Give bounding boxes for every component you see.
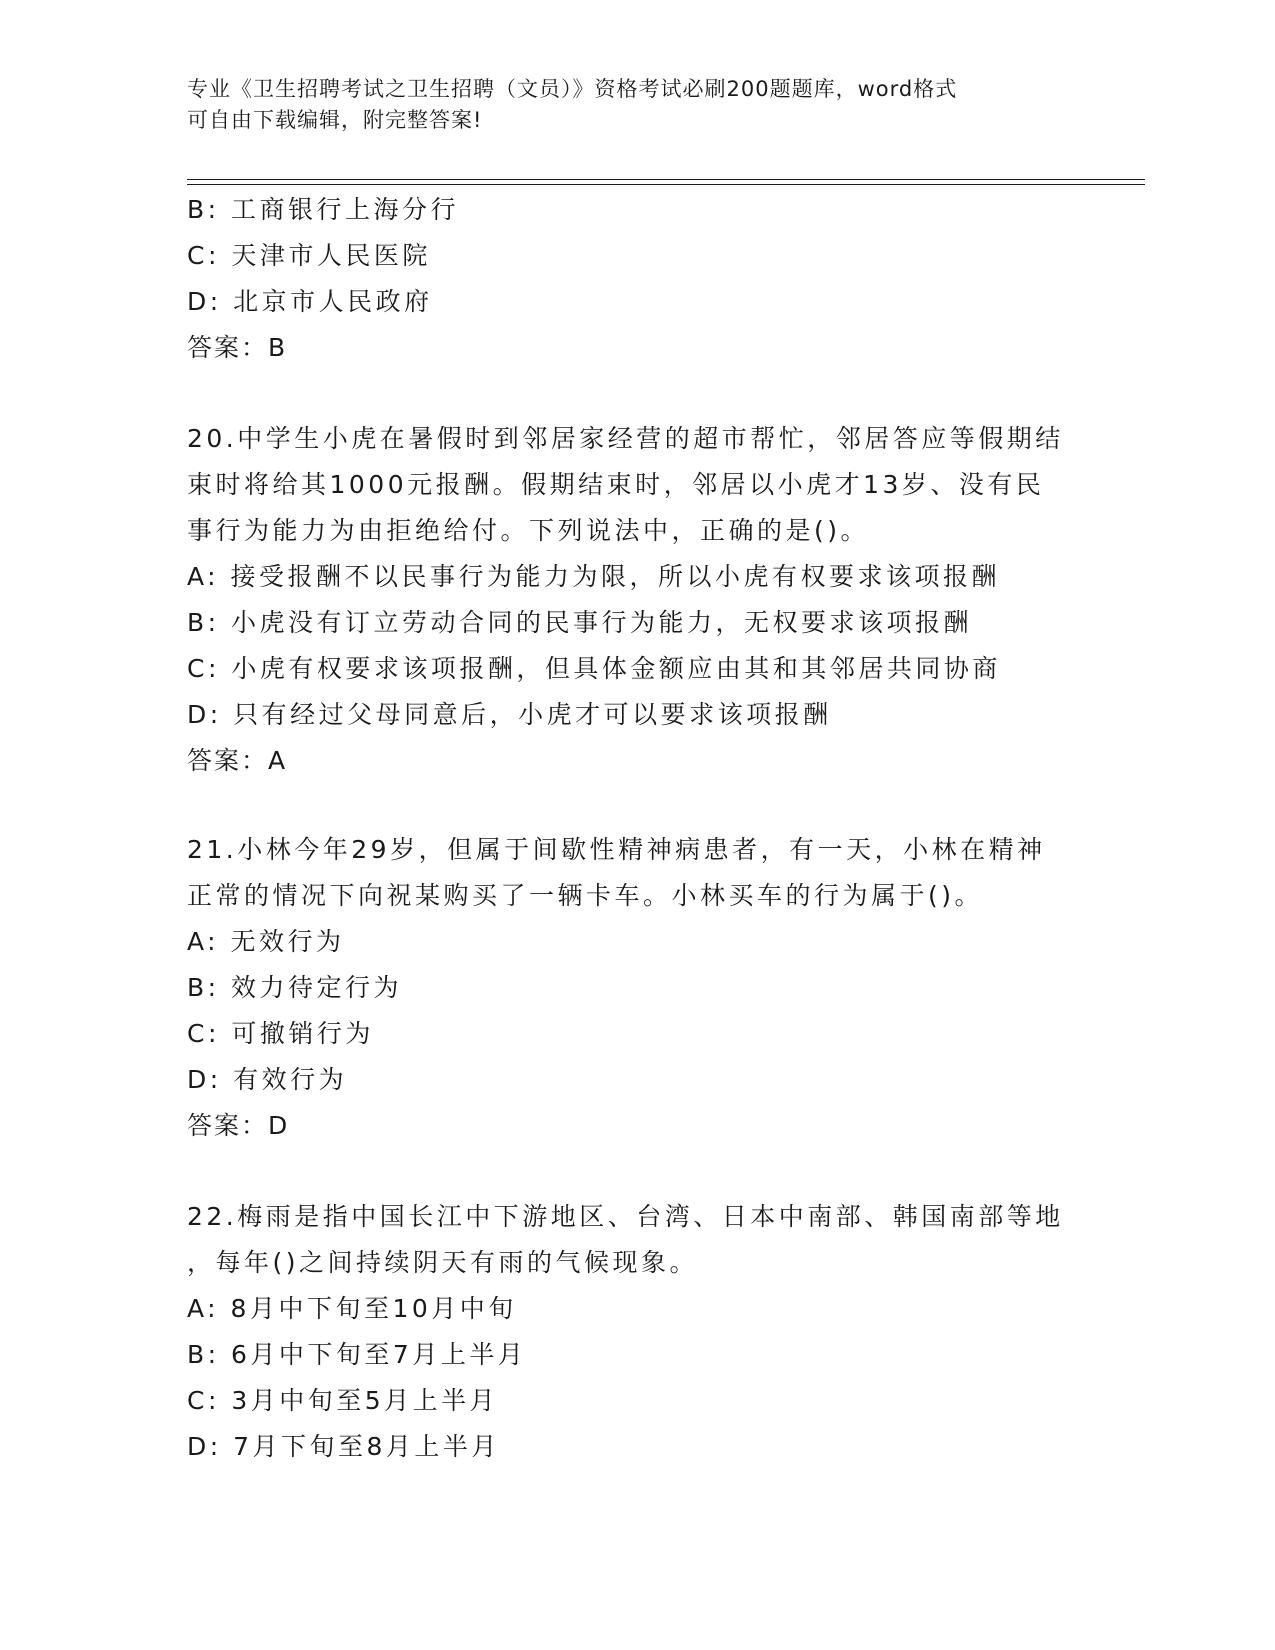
option-line: C: 可撤销行为 bbox=[187, 1019, 374, 1048]
option-line: D: 北京市人民政府 bbox=[187, 287, 433, 316]
question-text: 21.小林今年29岁，但属于间歇性精神病患者，有一天，小林在精神 bbox=[187, 835, 1046, 864]
option-line: C: 小虎有权要求该项报酬，但具体金额应由其和其邻居共同协商 bbox=[187, 654, 1001, 683]
question-text: ，每年()之间持续阴天有雨的气候现象。 bbox=[187, 1248, 699, 1277]
option-line: D: 只有经过父母同意后，小虎才可以要求该项报酬 bbox=[187, 700, 832, 729]
option-line: C: 天津市人民医院 bbox=[187, 241, 431, 270]
question-text: 事行为能力为由拒绝给付。下列说法中，正确的是()。 bbox=[187, 516, 870, 545]
option-line: B: 效力待定行为 bbox=[187, 973, 403, 1002]
option-line: A: 8月中下旬至10月中旬 bbox=[187, 1294, 517, 1323]
option-line: B: 小虎没有订立劳动合同的民事行为能力，无权要求该项报酬 bbox=[187, 608, 973, 637]
option-line: A: 接受报酬不以民事行为能力为限，所以小虎有权要求该项报酬 bbox=[187, 562, 1001, 591]
answer-line: 答案：B bbox=[187, 333, 288, 362]
header-divider-top bbox=[187, 179, 1145, 180]
option-line: B: 工商银行上海分行 bbox=[187, 195, 460, 224]
header-divider-bottom bbox=[187, 184, 1145, 185]
question-text: 束时将给其1000元报酬。假期结束时，邻居以小虎才13岁、没有民 bbox=[187, 470, 1045, 499]
option-line: B: 6月中下旬至7月上半月 bbox=[187, 1340, 527, 1369]
option-line: D: 7月下旬至8月上半月 bbox=[187, 1432, 500, 1461]
answer-line: 答案：D bbox=[187, 1111, 290, 1140]
question-text: 正常的情况下向祝某购买了一辆卡车。小林买车的行为属于()。 bbox=[187, 881, 984, 910]
question-text: 22.梅雨是指中国长江中下游地区、台湾、日本中南部、韩国南部等地 bbox=[187, 1202, 1064, 1231]
document-header: 专业《卫生招聘考试之卫生招聘（文员）》资格考试必刷200题题库，word格式 可自由下载编辑，附完整答案! bbox=[187, 77, 958, 132]
option-line: A: 无效行为 bbox=[187, 927, 345, 956]
option-line: D: 有效行为 bbox=[187, 1065, 348, 1094]
option-line: C: 3月中旬至5月上半月 bbox=[187, 1386, 499, 1415]
answer-line: 答案：A bbox=[187, 746, 288, 775]
question-text: 20.中学生小虎在暑假时到邻居家经营的超市帮忙，邻居答应等假期结 bbox=[187, 424, 1064, 453]
